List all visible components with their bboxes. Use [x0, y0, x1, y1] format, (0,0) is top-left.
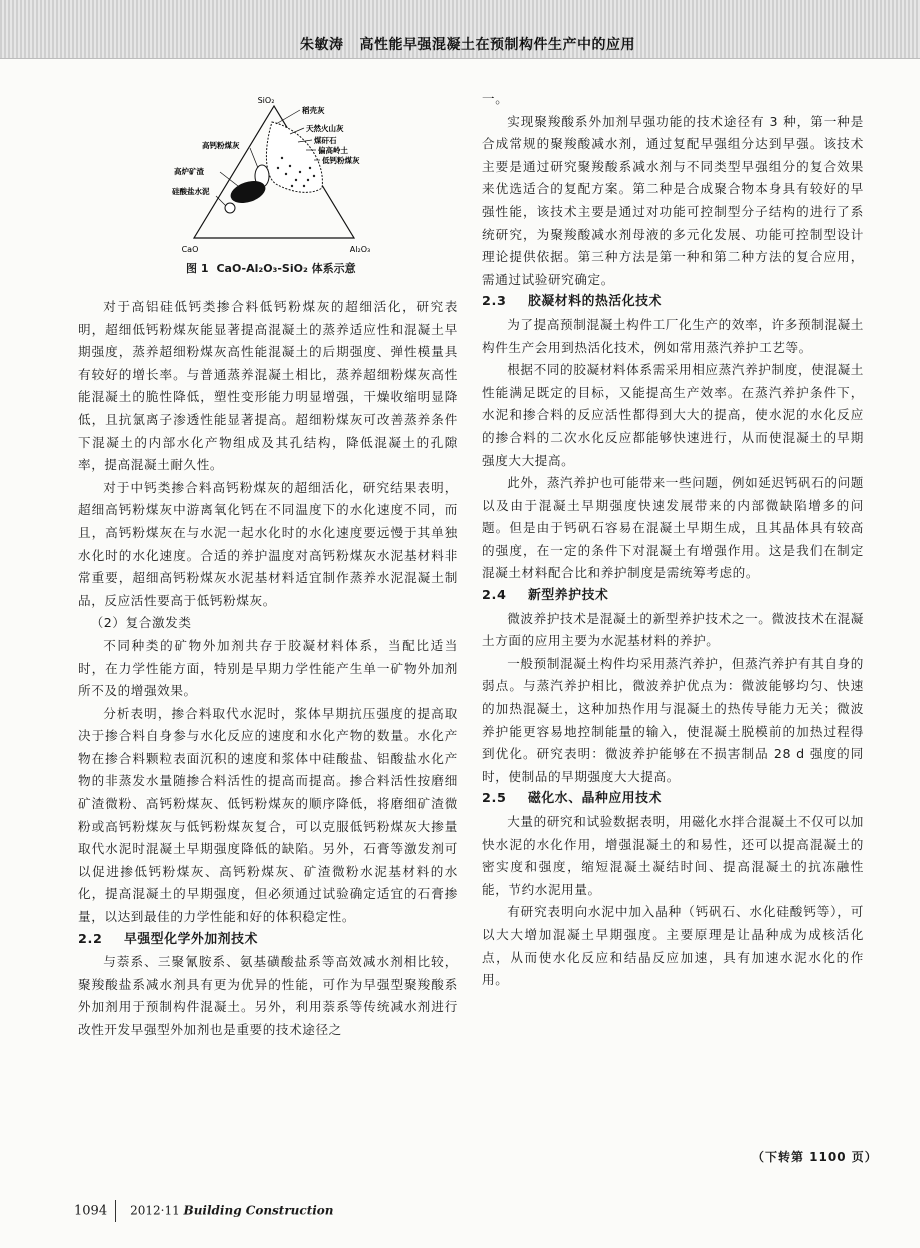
section-title: 早强型化学外加剂技术	[124, 931, 258, 947]
paragraph: 根据不同的胶凝材料体系需采用相应蒸汽养护制度，使混凝土性能满足既定的目标，又能提高生产效率。在蒸汽养护条件下，水泥和掺合料的反应活性都得到大大的提高，使水泥的水化反应的掺合料的二次水化反应都能够快速进行，从而使混凝土的早期强度大大提高。	[482, 362, 864, 468]
figure-caption	[186, 260, 356, 276]
section-number: 2.5	[482, 791, 507, 807]
ternary-diagram	[150, 88, 390, 278]
paragraph: 与萘系、三聚氰胺系、氨基磺酸盐系等高效减水剂相比较，聚羧酸盐系减水剂具有更为优异的性能，可作为早强型聚羧酸系外加剂用于预制构件混凝土。另外，利用萘系等传统减水剂进行改性开发早强型外加剂也是重要的技术途径之	[78, 954, 458, 1037]
page-number: 1094	[74, 1203, 108, 1219]
issue-number: 2012·11	[130, 1203, 180, 1218]
section-title: 胶凝材料的热活化技术	[528, 294, 662, 310]
label-portland-cement: 硅酸盐水泥	[172, 187, 210, 196]
paragraph: 分析表明，掺合料取代水泥时，浆体早期抗压强度的提高取决于掺合料自身参与水化反应的速度和水化产物的数量。水化产物在掺合料颗粒表面沉积的速度和浆体中硅酸盐、铝酸盐水化产物的非蒸发水量随掺合料活性的提高而提高。掺合料活性按磨细矿渣微粉、高钙粉煤灰、低钙粉煤灰的顺序降低，将磨细矿渣微粉或高钙粉煤灰与低钙粉煤灰复合，可以克服低钙粉煤灰大掺量取代水泥时混凝土早期强度降低的缺陷。另外，石膏等激发剂可以促进掺低钙粉煤灰、高钙粉煤灰、矿渣微粉水泥基材料的水化，提高混凝土的早期强度，但必须通过试验确定适宜的石膏掺量，以达到最佳的力学性能和好的体积稳定性。	[78, 705, 458, 925]
cement-point	[225, 203, 235, 213]
ternary-svg	[150, 88, 390, 278]
page-header	[0, 0, 920, 59]
right-column	[482, 88, 864, 992]
label-coal-gangue: 煤矸石	[314, 136, 337, 145]
left-column	[78, 296, 458, 1042]
label-natural-pozzolan: 天然火山灰	[306, 124, 344, 133]
header-author: 朱敏涛	[300, 37, 344, 53]
footer-divider	[115, 1200, 116, 1222]
section-title: 磁化水、晶种应用技术	[528, 791, 662, 807]
section-number: 2.3	[482, 294, 507, 310]
paragraph: 一。	[482, 91, 509, 106]
figure-caption-text: CaO-Al₂O₃-SiO₂ 体系示意	[216, 262, 356, 275]
paragraph: 不同种类的矿物外加剂共存于胶凝材料体系，当配比适当时，在力学性能方面，特别是早期力学性能产生单一矿物外加剂所不及的增强效果。	[78, 637, 458, 699]
label-metakaolin: 偏高岭土	[318, 146, 348, 155]
paragraph: 为了提高预制混凝土构件工厂化生产的效率，许多预制混凝土构件生产会用到热活化技术，例如常用蒸汽养护工艺等。	[482, 316, 864, 355]
label-rice-husk-ash: 稻壳灰	[302, 106, 325, 115]
page-footer	[74, 1200, 334, 1222]
section-heading	[482, 585, 864, 608]
section-heading	[482, 788, 864, 811]
section-number: 2.2	[78, 931, 103, 947]
section-heading	[482, 291, 864, 314]
label-slag: 高炉矿渣	[174, 167, 204, 176]
running-title	[300, 34, 635, 54]
section-number: 2.4	[482, 588, 507, 604]
vertex-al2o3-label: Al₂O₃	[349, 245, 371, 254]
header-title: 高性能早强混凝土在预制构件生产中的应用	[359, 37, 635, 53]
journal-name: Building Construction	[183, 1203, 334, 1218]
label-low-ca-flyash: 低钙粉煤灰	[322, 156, 360, 165]
paragraph: 对于高铝硅低钙类掺合料低钙粉煤灰的超细活化，研究表明，超细低钙粉煤灰能显著提高混凝土的蒸养适应性和混凝土早期强度，蒸养超细粉煤灰高性能混凝土的后期强度、弹性模量具有较好的增长率。与普通蒸养混凝土相比，蒸养超细粉煤灰高性能混凝土的脆性降低，塑性变形能力明显增强，干燥收缩明显降低，且抗氯离子渗透性能显著提高。超细粉煤灰可改善蒸养条件下混凝土的内部水化产物组成及其孔结构，降低混凝土的孔隙率，提高混凝土耐久性。	[78, 299, 458, 473]
figure-caption-label: 图 1	[186, 262, 209, 275]
continued-note: （下转第 1100 页）	[752, 1150, 878, 1164]
paragraph: 一般预制混凝土构件均采用蒸汽养护，但蒸汽养护有其自身的弱点。与蒸汽养护相比，微波养护优点为：微波能够均匀、快速的加热混凝土，这种加热作用与混凝土的热传导能力无关；微波养护能更容易地控制能量的输入，使混凝土脱模前的加热过程得到优化。研究表明：微波养护能够在不损害制品 28 d 强度的同时，使制品的早期强度大大提高。	[482, 655, 864, 784]
subheading: （2）复合激发类	[90, 615, 192, 631]
paragraph: 大量的研究和试验数据表明，用磁化水拌合混凝土不仅可以加快水泥的水化作用，增强混凝土的和易性，还可以提高混凝土的密实度和强度，缩短混凝土凝结时间、提高混凝土的抗冻融性能，节约水泥用量。	[482, 814, 864, 897]
paragraph: 对于中钙类掺合料高钙粉煤灰的超细活化，研究结果表明，超细高钙粉煤灰中游离氧化钙在不同温度下的水化速度不同，而且，高钙粉煤灰在与水泥一起水化时的水化速度要远慢于其单独水化时的水化速度。合适的养护温度对高钙粉煤灰水泥基材料非常重要，超细高钙粉煤灰水泥基材料适宜制作蒸养水泥混凝土制品，反应活性要高于低钙粉煤灰。	[78, 479, 458, 608]
label-high-ca-flyash: 高钙粉煤灰	[202, 141, 240, 150]
vertex-sio2-label: SiO₂	[257, 96, 275, 105]
vertex-cao-label: CaO	[181, 245, 199, 254]
paragraph: 有研究表明向水泥中加入晶种（钙矾石、水化硅酸钙等），可以大大增加混凝土早期强度。主要原理是让晶种成为成核活化点，从而使水化反应和结晶反应加速，具有加速水泥水化的作用。	[482, 904, 864, 988]
paragraph: 微波养护技术是混凝土的新型养护技术之一。微波技术在混凝土方面的应用主要为水泥基材料的养护。	[482, 610, 864, 649]
section-heading	[78, 929, 458, 952]
section-title: 新型养护技术	[528, 588, 609, 604]
paragraph: 实现聚羧酸系外加剂早强功能的技术途径有 3 种，第一种是合成常规的聚羧酸减水剂，通过复配早强组分达到早强。该技术主要是通过研究聚羧酸系减水剂与不同类型早强组分的复合效果来优选适合的复配方案。第二种是合成聚合物本身具有较好的早强性能，该技术主要是通过对功能可控制型分子结构的进行了系统研究，为聚羧酸减水剂母液的多元化发展、功能可控制型设计理论提供依据。第三种方法是第一种和第二种方法的复合应用，需通过试验研究确定。	[482, 113, 864, 287]
paragraph: 此外，蒸汽养护也可能带来一些问题，例如延迟钙矾石的问题以及由于混凝土早期强度快速发展带来的内部微缺陷增多的问题。但是由于钙矾石容易在混凝土早期生成，且其晶体具有较高的强度，在一定的条件下对混凝土有增强作用。这是我们在制定混凝土材料配合比和养护制度是需统筹考虑的。	[482, 475, 864, 581]
